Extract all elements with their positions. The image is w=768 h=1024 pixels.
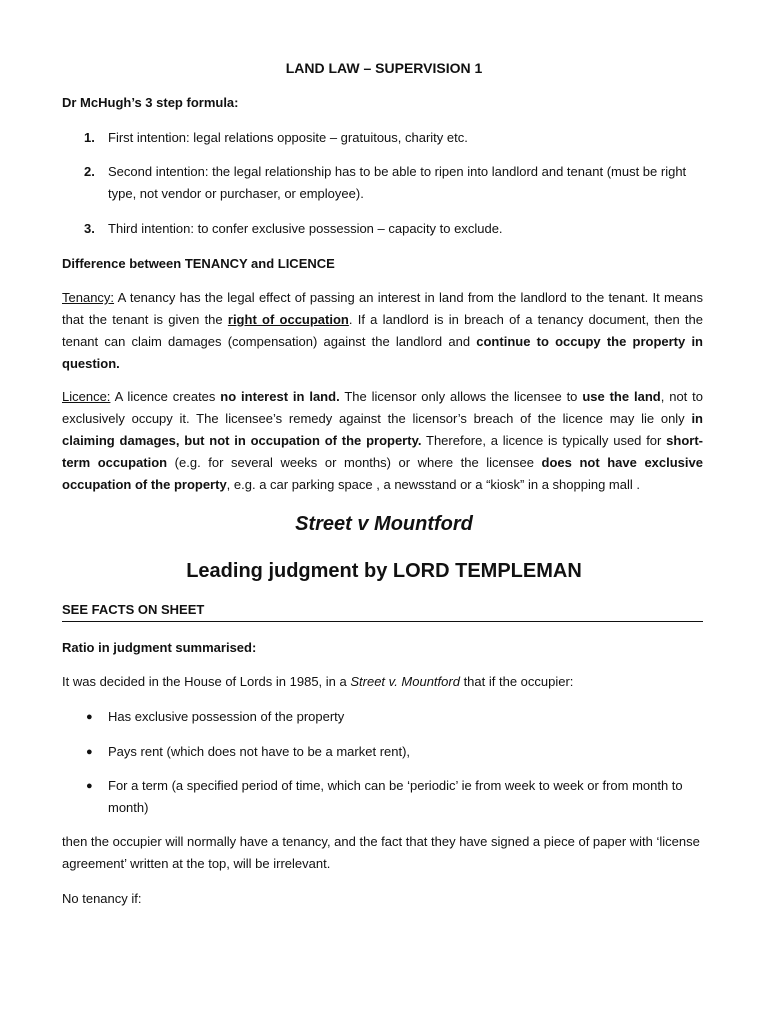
step-text: Third intention: to confer exclusive possession – capacity to exclude. (108, 221, 503, 236)
step-number: 2. (84, 164, 95, 179)
document-title: LAND LAW – SUPERVISION 1 (285, 60, 483, 76)
tenancy-emphasis: right of occupation (227, 312, 349, 327)
tenancy-text: A tenancy has the legal effect of passing an interest in land from the landlord to the tenant. It means that the tenant is given the (62, 290, 703, 327)
condition-item (84, 775, 702, 819)
bullet-icon: ● (86, 711, 93, 723)
licence-emphasis: short-term occupation (62, 433, 703, 470)
case-heading: Street v Mountford (295, 513, 473, 535)
step-text: First intention: legal relations opposite – gratuitous, charity etc. (108, 130, 468, 145)
case-name: Street v. Mountford (350, 674, 460, 689)
decided-text: that if the occupier: (459, 674, 574, 689)
bullet-icon: ● (86, 780, 93, 792)
licence-emphasis: does not have exclusive occupation of the property (62, 455, 703, 492)
licence-text: Therefore, a licence is typically used for (421, 433, 667, 448)
step-item (84, 127, 702, 149)
licence-label: Licence: (62, 389, 111, 404)
conclusion-paragraph: then the occupier will normally have a tenancy, and the fact that they have signed a piece of paper with ‘license agreement’ written at the top, will be irrelevant. (62, 834, 700, 871)
tenancy-label: Tenancy: (62, 290, 115, 305)
facts-heading: SEE FACTS ON SHEET (62, 602, 205, 617)
decided-text: It was decided in the House of Lords in 1985, in a (62, 674, 351, 689)
licence-text: The licensor only allows the licensee to (339, 389, 583, 404)
tenancy-text: . If a landlord is in breach of a tenancy document, then the tenant can claim damages (compensation) against the landlord and (62, 312, 703, 349)
tenancy-paragraph (62, 287, 703, 375)
step-number: 3. (84, 221, 95, 236)
licence-emphasis: in claiming damages, but not in occupation of the property. (62, 411, 703, 448)
step-item (84, 161, 702, 205)
condition-text: Pays rent (which does not have to be a market rent), (108, 744, 411, 759)
licence-text: , e.g. a car parking space , a newsstand or a “kiosk” in a shopping mall . (226, 477, 640, 492)
condition-item (84, 741, 702, 763)
step-item (84, 218, 702, 240)
licence-emphasis: no interest in land. (220, 389, 340, 404)
condition-item (84, 706, 702, 728)
step-number: 1. (84, 130, 95, 145)
bullet-icon: ● (86, 746, 93, 758)
difference-heading: Difference between TENANCY and LICENCE (62, 256, 335, 271)
condition-text: For a term (a specified period of time, which can be ‘periodic’ ie from week to week or from month to month) (108, 778, 683, 815)
section-divider (62, 621, 703, 622)
licence-text: A licence creates (110, 389, 221, 404)
decided-paragraph (62, 671, 703, 693)
ratio-heading: Ratio in judgment summarised: (62, 640, 257, 655)
lead-judgment-heading: Leading judgment by LORD TEMPLEMAN (186, 560, 582, 582)
licence-paragraph (62, 386, 703, 496)
licence-text: , not to exclusively occupy it. The licensee’s remedy against the licensor’s breach of the licence may lie only (62, 389, 704, 426)
tenancy-emphasis: continue to occupy the property in question. (62, 334, 703, 371)
formula-heading: Dr McHugh’s 3 step formula: (62, 95, 239, 110)
step-text: Second intention: the legal relationship has to be able to ripen into landlord and tenant (must be right type, not vendor or purchaser, or employee). (108, 164, 687, 201)
condition-text: Has exclusive possession of the property (108, 709, 345, 724)
licence-emphasis: use the land (582, 389, 661, 404)
no-tenancy-heading: No tenancy if: (62, 891, 142, 906)
licence-text: (e.g. for several weeks or months) or where the licensee (167, 455, 542, 470)
